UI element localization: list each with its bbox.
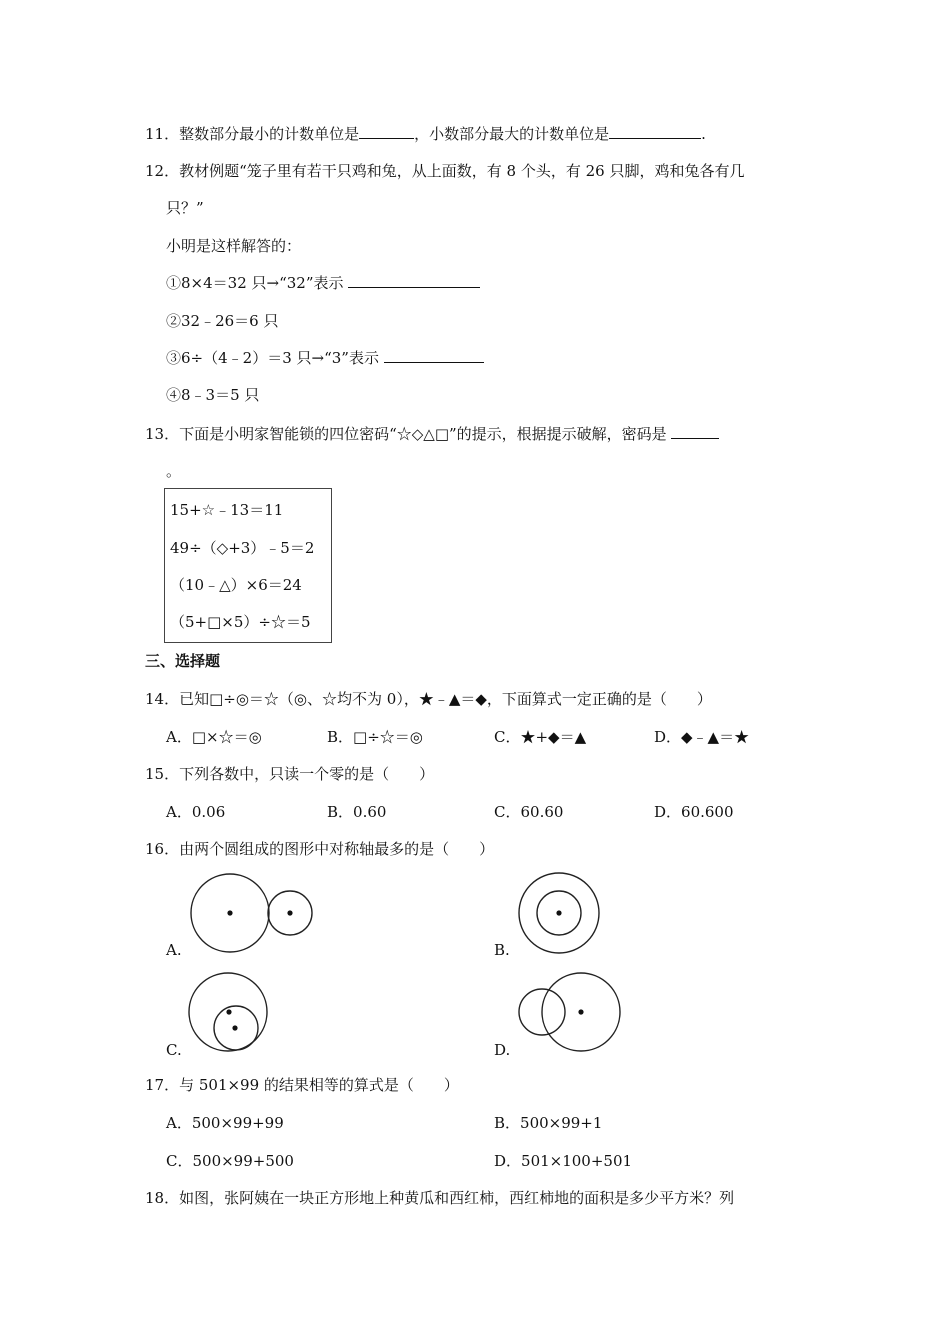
q18-line [145,1188,734,1208]
q12-step3: ③6÷（4﹣2）＝3 只→“3”表示 [166,348,484,368]
q15-option-c[interactable]: C．60.60 [494,803,564,821]
q17-option-d[interactable]: D．501×100+501 [494,1152,633,1170]
q13-hint-box [164,488,332,643]
q11-end: . [701,125,706,143]
q13-text: 下面是小明家智能锁的四位密码“☆◇△□”的提示，根据提示破解，密码是 [179,425,667,443]
q16-figure-d[interactable] [515,970,625,1060]
center-dot [578,1009,583,1014]
q15-option-b[interactable]: B．0.60 [327,803,387,821]
q11-number: 11． [145,125,180,143]
center-dot [556,910,561,915]
q16-option-b[interactable]: B. [494,941,510,959]
q12-text: 教材例题“笼子里有若干只鸡和兔，从上面数，有 8 个头，有 26 只脚，鸡和兔各有几 [179,162,745,180]
q17-number: 17． [145,1076,180,1094]
q11-text-a: 整数部分最小的计数单位是 [179,125,360,143]
q11-blank-1[interactable] [359,124,414,139]
q14-option-b[interactable]: B．□÷☆＝◎ [327,728,423,746]
q16-figure-b[interactable] [515,870,605,960]
center-dot [227,910,232,915]
q14-option-d[interactable]: D．◆﹣▲＝★ [654,728,750,746]
q16-line [145,839,494,859]
q18-number: 18． [145,1189,180,1207]
q17-option-a[interactable]: A．500×99+99 [166,1114,284,1132]
q12-intro: 小明是这样解答的： [166,237,302,255]
q16-figure-c[interactable] [186,970,276,1060]
q12-blank-1[interactable] [348,273,480,288]
q16-option-c[interactable]: C. [166,1041,182,1059]
q11-text-b: ，小数部分最大的计数单位是 [414,125,610,143]
q16-figure-a[interactable] [185,870,320,960]
q13-hint-3: （10﹣△）×6＝24 [170,576,302,594]
q18-text: 如图，张阿姨在一块正方形地上种黄瓜和西红柿，西红柿地的面积是多少平方米？列 [179,1189,735,1207]
q15-line [145,764,434,784]
q12-step1: ①8×4＝32 只→“32”表示 [166,273,480,293]
q14-option-a[interactable]: A．□×☆＝◎ [166,728,262,746]
q15-option-a[interactable]: A．0.06 [166,803,226,821]
q11-blank-2[interactable] [609,124,701,139]
q17-option-c[interactable]: C．500×99+500 [166,1152,294,1170]
q14-option-c[interactable]: C．★+◆＝▲ [494,728,587,746]
q17-line [145,1075,459,1095]
q16-number: 16． [145,840,180,858]
section-title: 三、选择题 [145,652,221,670]
q12-line2: 只？” [166,199,204,217]
q13-hint-2: 49÷（◇+3）﹣5＝2 [170,539,315,557]
q13-hint-1: 15+☆﹣13＝11 [170,501,284,519]
q17-option-b[interactable]: B．500×99+1 [494,1114,603,1132]
q13-hint-4: （5+□×5）÷☆＝5 [170,613,311,631]
q12-line1 [145,161,744,181]
q15-number: 15． [145,765,180,783]
q13-blank[interactable] [671,424,719,439]
q16-option-d[interactable]: D. [494,1041,511,1059]
q16-text: 由两个圆组成的图形中对称轴最多的是（ ） [179,840,495,858]
q13-line1 [145,424,719,444]
q14-number: 14． [145,690,180,708]
q12-number: 12． [145,162,180,180]
q13-number: 13． [145,425,180,443]
center-dot [226,1009,231,1014]
center-dot [232,1025,237,1030]
q14-line [145,689,712,709]
q12-blank-2[interactable] [384,348,484,363]
q17-text: 与 501×99 的结果相等的算式是（ ） [179,1076,459,1094]
q15-option-d[interactable]: D．60.600 [654,803,734,821]
q14-text: 已知□÷◎＝☆（◎、☆均不为 0），★﹣▲＝◆，下面算式一定正确的是（ ） [179,690,712,708]
q15-text: 下列各数中，只读一个零的是（ ） [179,765,435,783]
q12-step4: ④8﹣3＝5 只 [166,386,260,404]
center-dot [287,910,292,915]
q11-line [145,124,706,144]
q12-step2: ②32﹣26＝6 只 [166,312,279,330]
q16-option-a[interactable]: A. [166,941,182,959]
q13-line2: 。 [166,462,182,480]
